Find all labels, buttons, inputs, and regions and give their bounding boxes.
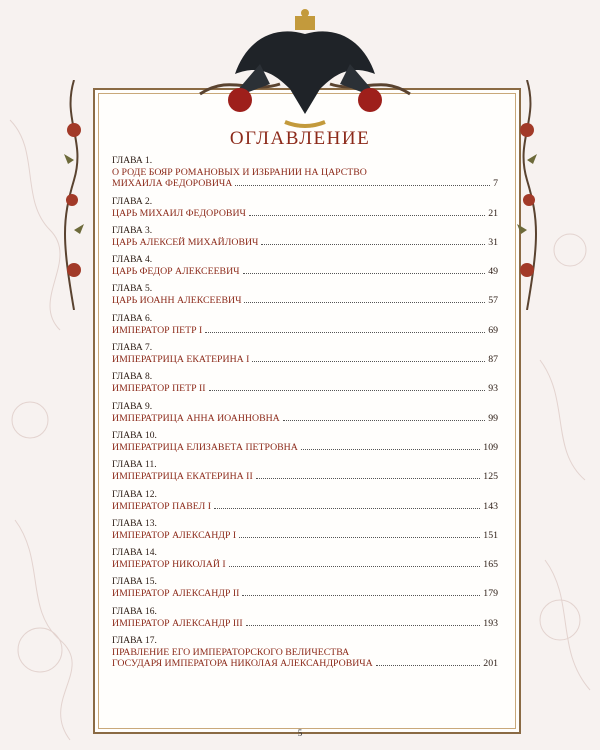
toc-entry-4[interactable] (112, 255, 498, 277)
page-title: ОГЛАВЛЕНИЕ (229, 128, 371, 149)
dot-leader (301, 449, 480, 450)
page-number: 143 (483, 500, 498, 512)
toc-entry-9[interactable] (112, 402, 498, 424)
page-number: 99 (488, 412, 498, 424)
chapter-title: ИМПЕРАТРИЦА ЕКАТЕРИНА II (112, 471, 253, 483)
chapter-title: ИМПЕРАТОР ПАВЕЛ I (112, 500, 211, 512)
page-number: 201 (483, 658, 498, 670)
toc-entry-14[interactable] (112, 548, 498, 570)
chapter-title: ИМПЕРАТОР ПЕТР I (112, 324, 203, 336)
chapter-title: ЦАРЬ АЛЕКСЕЙ МИХАЙЛОВИЧ (112, 236, 259, 248)
page-number: 87 (488, 354, 498, 366)
toc-entry-12[interactable] (112, 490, 498, 512)
toc-entry-5[interactable] (112, 284, 498, 306)
chapter-title: ИМПЕРАТОР АЛЕКСАНДР III (112, 617, 243, 629)
dot-leader (244, 302, 485, 303)
chapter-label: ГЛАВА 14. (112, 548, 157, 559)
toc-entry-7[interactable] (112, 343, 498, 365)
chapter-label: ГЛАВА 5. (112, 284, 153, 295)
page-number: 93 (488, 383, 498, 395)
dot-leader (252, 361, 485, 362)
dot-leader (239, 537, 480, 538)
toc-entry-11[interactable] (112, 460, 498, 482)
dot-leader (235, 185, 490, 186)
toc-entry-10[interactable] (112, 431, 498, 453)
chapter-label: ГЛАВА 6. (112, 313, 153, 324)
toc-entry-17[interactable] (112, 636, 498, 670)
chapter-title: ИМПЕРАТРИЦА ЕЛИЗАВЕТА ПЕТРОВНА (112, 441, 298, 453)
toc-entry-1[interactable] (112, 156, 498, 190)
dot-leader (214, 508, 480, 509)
dot-leader (256, 478, 481, 479)
chapter-title: ЦАРЬ ИОАНН АЛЕКСЕЕВИЧ (112, 295, 242, 307)
chapter-title: ИМПЕРАТОР АЛЕКСАНДР II (112, 588, 240, 600)
page-number: 179 (483, 588, 498, 600)
page-number: 49 (488, 266, 498, 278)
right-floral-ornament (505, 80, 549, 310)
chapter-title: ИМПЕРАТРИЦА АННА ИОАННОВНА (112, 412, 280, 424)
page-number: 31 (488, 236, 498, 248)
chapter-label: ГЛАВА 4. (112, 255, 153, 266)
chapter-label: ГЛАВА 13. (112, 518, 157, 529)
chapter-label: ГЛАВА 7. (112, 343, 153, 354)
chapter-title: ИМПЕРАТРИЦА ЕКАТЕРИНА I (112, 354, 250, 366)
chapter-title: ЦАРЬ ФЕДОР АЛЕКСЕЕВИЧ (112, 266, 240, 278)
chapter-title-line: О РОДЕ БОЯР РОМАНОВЫХ И ИЗБРАНИИ НА ЦАРСТВО (112, 167, 367, 178)
chapter-label: ГЛАВА 17. (112, 636, 157, 647)
toc-entry-15[interactable] (112, 577, 498, 599)
chapter-label: ГЛАВА 8. (112, 372, 153, 383)
page-number: 151 (483, 529, 498, 541)
dot-leader (261, 244, 485, 245)
chapter-title: ГОСУДАРЯ ИМПЕРАТОРА НИКОЛАЯ АЛЕКСАНДРОВИЧА (112, 658, 373, 670)
left-floral-ornament (52, 80, 96, 310)
chapter-label: ГЛАВА 3. (112, 225, 153, 236)
table-of-contents (112, 156, 498, 677)
page-number: 193 (483, 617, 498, 629)
chapter-label: ГЛАВА 9. (112, 401, 153, 412)
page-number: 125 (483, 471, 498, 483)
chapter-label: ГЛАВА 16. (112, 606, 157, 617)
double-headed-eagle-crest-icon (190, 4, 420, 144)
chapter-label: ГЛАВА 11. (112, 460, 157, 471)
page-number: 57 (488, 295, 498, 307)
dot-leader (243, 273, 486, 274)
toc-entry-13[interactable] (112, 519, 498, 541)
chapter-title-line: ПРАВЛЕНИЕ ЕГО ИМПЕРАТОРСКОГО ВЕЛИЧЕСТВА (112, 647, 350, 659)
toc-entry-8[interactable] (112, 372, 498, 394)
chapter-label: ГЛАВА 12. (112, 489, 157, 500)
chapter-label: ГЛАВА 1. (112, 156, 153, 166)
page-number-footer: 5 (297, 728, 303, 738)
toc-entry-2[interactable] (112, 197, 498, 219)
chapter-label: ГЛАВА 15. (112, 577, 157, 588)
dot-leader (376, 665, 481, 666)
dot-leader (249, 215, 485, 216)
page-number: 109 (483, 441, 498, 453)
dot-leader (242, 595, 480, 596)
toc-entry-6[interactable] (112, 314, 498, 336)
chapter-label: ГЛАВА 10. (112, 430, 157, 441)
page-number: 165 (483, 559, 498, 571)
page-number: 21 (488, 207, 498, 219)
chapter-title: ЦАРЬ МИХАИЛ ФЕДОРОВИЧ (112, 207, 246, 219)
dot-leader (209, 390, 486, 391)
chapter-label: ГЛАВА 2. (112, 196, 153, 207)
chapter-title: ИМПЕРАТОР АЛЕКСАНДР I (112, 529, 237, 541)
chapter-title: ИМПЕРАТОР ПЕТР II (112, 383, 206, 395)
dot-leader (246, 625, 481, 626)
chapter-title: МИХАИЛА ФЕДОРОВИЧА (112, 178, 233, 190)
page-number: 7 (493, 178, 498, 190)
dot-leader (229, 566, 481, 567)
toc-entry-16[interactable] (112, 607, 498, 629)
page-number: 69 (488, 324, 498, 336)
toc-entry-3[interactable] (112, 226, 498, 248)
dot-leader (283, 420, 485, 421)
chapter-title: ИМПЕРАТОР НИКОЛАЙ I (112, 559, 226, 571)
dot-leader (205, 332, 485, 333)
